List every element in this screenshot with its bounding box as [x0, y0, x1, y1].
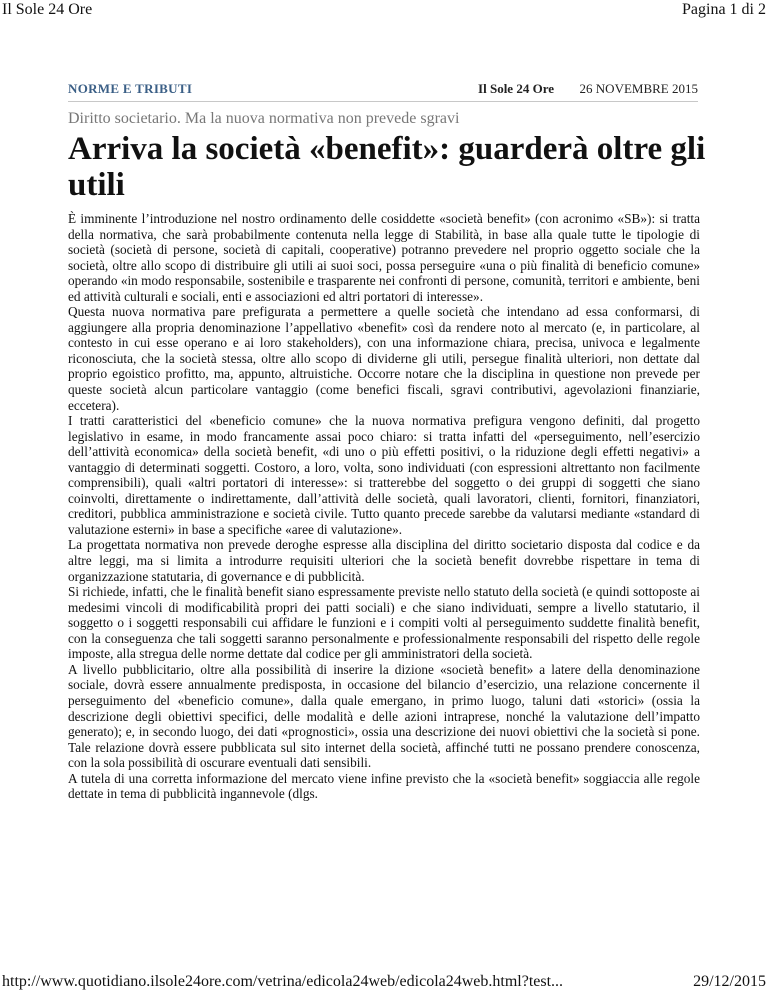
- article-paragraph: I tratti caratteristici del «beneficio comune» che la nuova normativa prefigura vengono definiti, dal progetto legislativo in esame, in modo francamente assai poco chiaro: si tratta infatti del «perseguimento, nell’esercizio dell’attività economica» della società benefit, «di uno o più effetti positivi, o la riduzione degli effetti negativi» a vantaggio di determinati soggetti. Costoro, a loro, volta, sono individuati (con espressioni altrettanto non facilmente comprensibili), quali «altri portatori di interesse»: si tratterebbe del soggetto o dei gruppi di soggetti che siano coinvolti, direttamente o indirettamente, dall’attività delle società, quali lavoratori, clienti, fornitori, finanziatori, creditori, pubblica amministrazione e società civile. Tutto quanto precede sarebbe da valutarsi mediante «standard di valutazione esterni» in base a specifiche «aree di valutazione».: [68, 413, 700, 537]
- print-footer-date: 29/12/2015: [693, 973, 766, 990]
- article-paragraph: A tutela di una corretta informazione del mercato viene infine previsto che la «società benefit» soggiaccia alle regole dettate in tema di pubblicità ingannevole (dlgs.: [68, 770, 700, 802]
- article-paragraph: È imminente l’introduzione nel nostro ordinamento delle cosiddette «società benefit» (con acronimo «SB»): si tratta della normativa, che sarà probabilmente contenuta nella legge di Stabilità, in base alla quale tutte le tipologie di società (società di persone, società di capitali, cooperative) potranno prevedere nel proprio oggetto sociale che la società, oltre allo scopo di distribuire gli utili ai suoi soci, possa perseguire «una o più finalità di beneficio comune» operando «in modo responsabile, sostenibile e trasparente nei confronti di persone, comunità, territori e ambiente, beni ed attività culturali e sociali, enti e associazioni ed altri portatori di interesse».: [68, 211, 700, 304]
- print-footer-url: http://www.quotidiano.ilsole24ore.com/vetrina/edicola24web/edicola24web.html?test...: [2, 973, 564, 990]
- article-title: Arriva la società «benefit»: guarderà oltre gli utili: [68, 131, 706, 203]
- print-header-site: Il Sole 24 Ore: [2, 1, 93, 18]
- masthead: [68, 80, 698, 100]
- publication-date: 26 NOVEMBRE 2015: [579, 81, 698, 96]
- article-paragraph: Questa nuova normativa pare prefigurata a permettere a quelle società che intendano ad essa conformarsi, di aggiungere alla propria denominazione l’appellativo «benefit» così da rendere noto al mercato (e, in particolare, al contesto in cui esse operano e ai loro stakeholders), con una informazione chiara, precisa, univoca e legalmente riconosciuta, che la società stessa, oltre allo scopo di dividerne gli utili, persegue finalità ulteriori, non dettate dal proprio egoistico profitto, ma, appunto, altruistiche. Occorre notare che la disciplina in questione non prevede per queste società alcun particolare vantaggio (come benefici fiscali, sgravi contributivi, agevolazioni finanziarie, eccetera).: [68, 304, 700, 413]
- article-body: [68, 211, 700, 893]
- section-label[interactable]: NORME E TRIBUTI: [68, 81, 193, 96]
- article-paragraph: Si richiede, infatti, che le finalità benefit siano espressamente previste nello statuto della società (e quindi sottoposte ai medesimi vincoli di modificabilità propri dei patti sociali) e che siano individuati, sempre a livello statutario, il soggetto o i soggetti responsabili cui affidare le funzioni e i compiti volti al perseguimento suddette finalità benefit, con la conseguenza che tali soggetti saranno personalmente e professionalmente responsabili del rispetto delle regole imposte, alla stregua delle norme dettate dal codice per gli amministratori della società.: [68, 584, 700, 662]
- masthead-divider: [68, 101, 698, 102]
- article-kicker: Diritto societario. Ma la nuova normativa non prevede sgravi: [68, 110, 460, 127]
- source-label: Il Sole 24 Ore: [478, 81, 554, 96]
- print-header-page-number: Pagina 1 di 2: [682, 1, 766, 18]
- article-paragraph: A livello pubblicitario, oltre alla possibilità di inserire la dizione «società benefit» a latere della denominazione sociale, dovrà essere annualmente predisposta, in occasione del bilancio d’esercizio, una relazione concernente il perseguimento del «beneficio comune», dalla quale emergano, in primo luogo, taluni dati «storici» (ossia la descrizione degli obiettivi specifici, delle modalità e delle azioni intraprese, nonché la valutazione dell’impatto generato); e, in secondo luogo, dei dati «prognostici», ossia una descrizione dei nuovi obiettivi che la società si pone. Tale relazione dovrà essere pubblicata sul sito internet della società, affinché tutti ne possano prendere conoscenza, con la sola possibilità di oscurare eventuali dati sensibili.: [68, 661, 700, 771]
- article-paragraph: La progettata normativa non prevede deroghe espresse alla disciplina del diritto societario disposta dal codice e da altre leggi, ma si limita a introdurre requisiti ulteriori che la società benefit dovrebbe rispettare in tema di organizzazione statutaria, di governance e di pubblicità.: [68, 537, 700, 584]
